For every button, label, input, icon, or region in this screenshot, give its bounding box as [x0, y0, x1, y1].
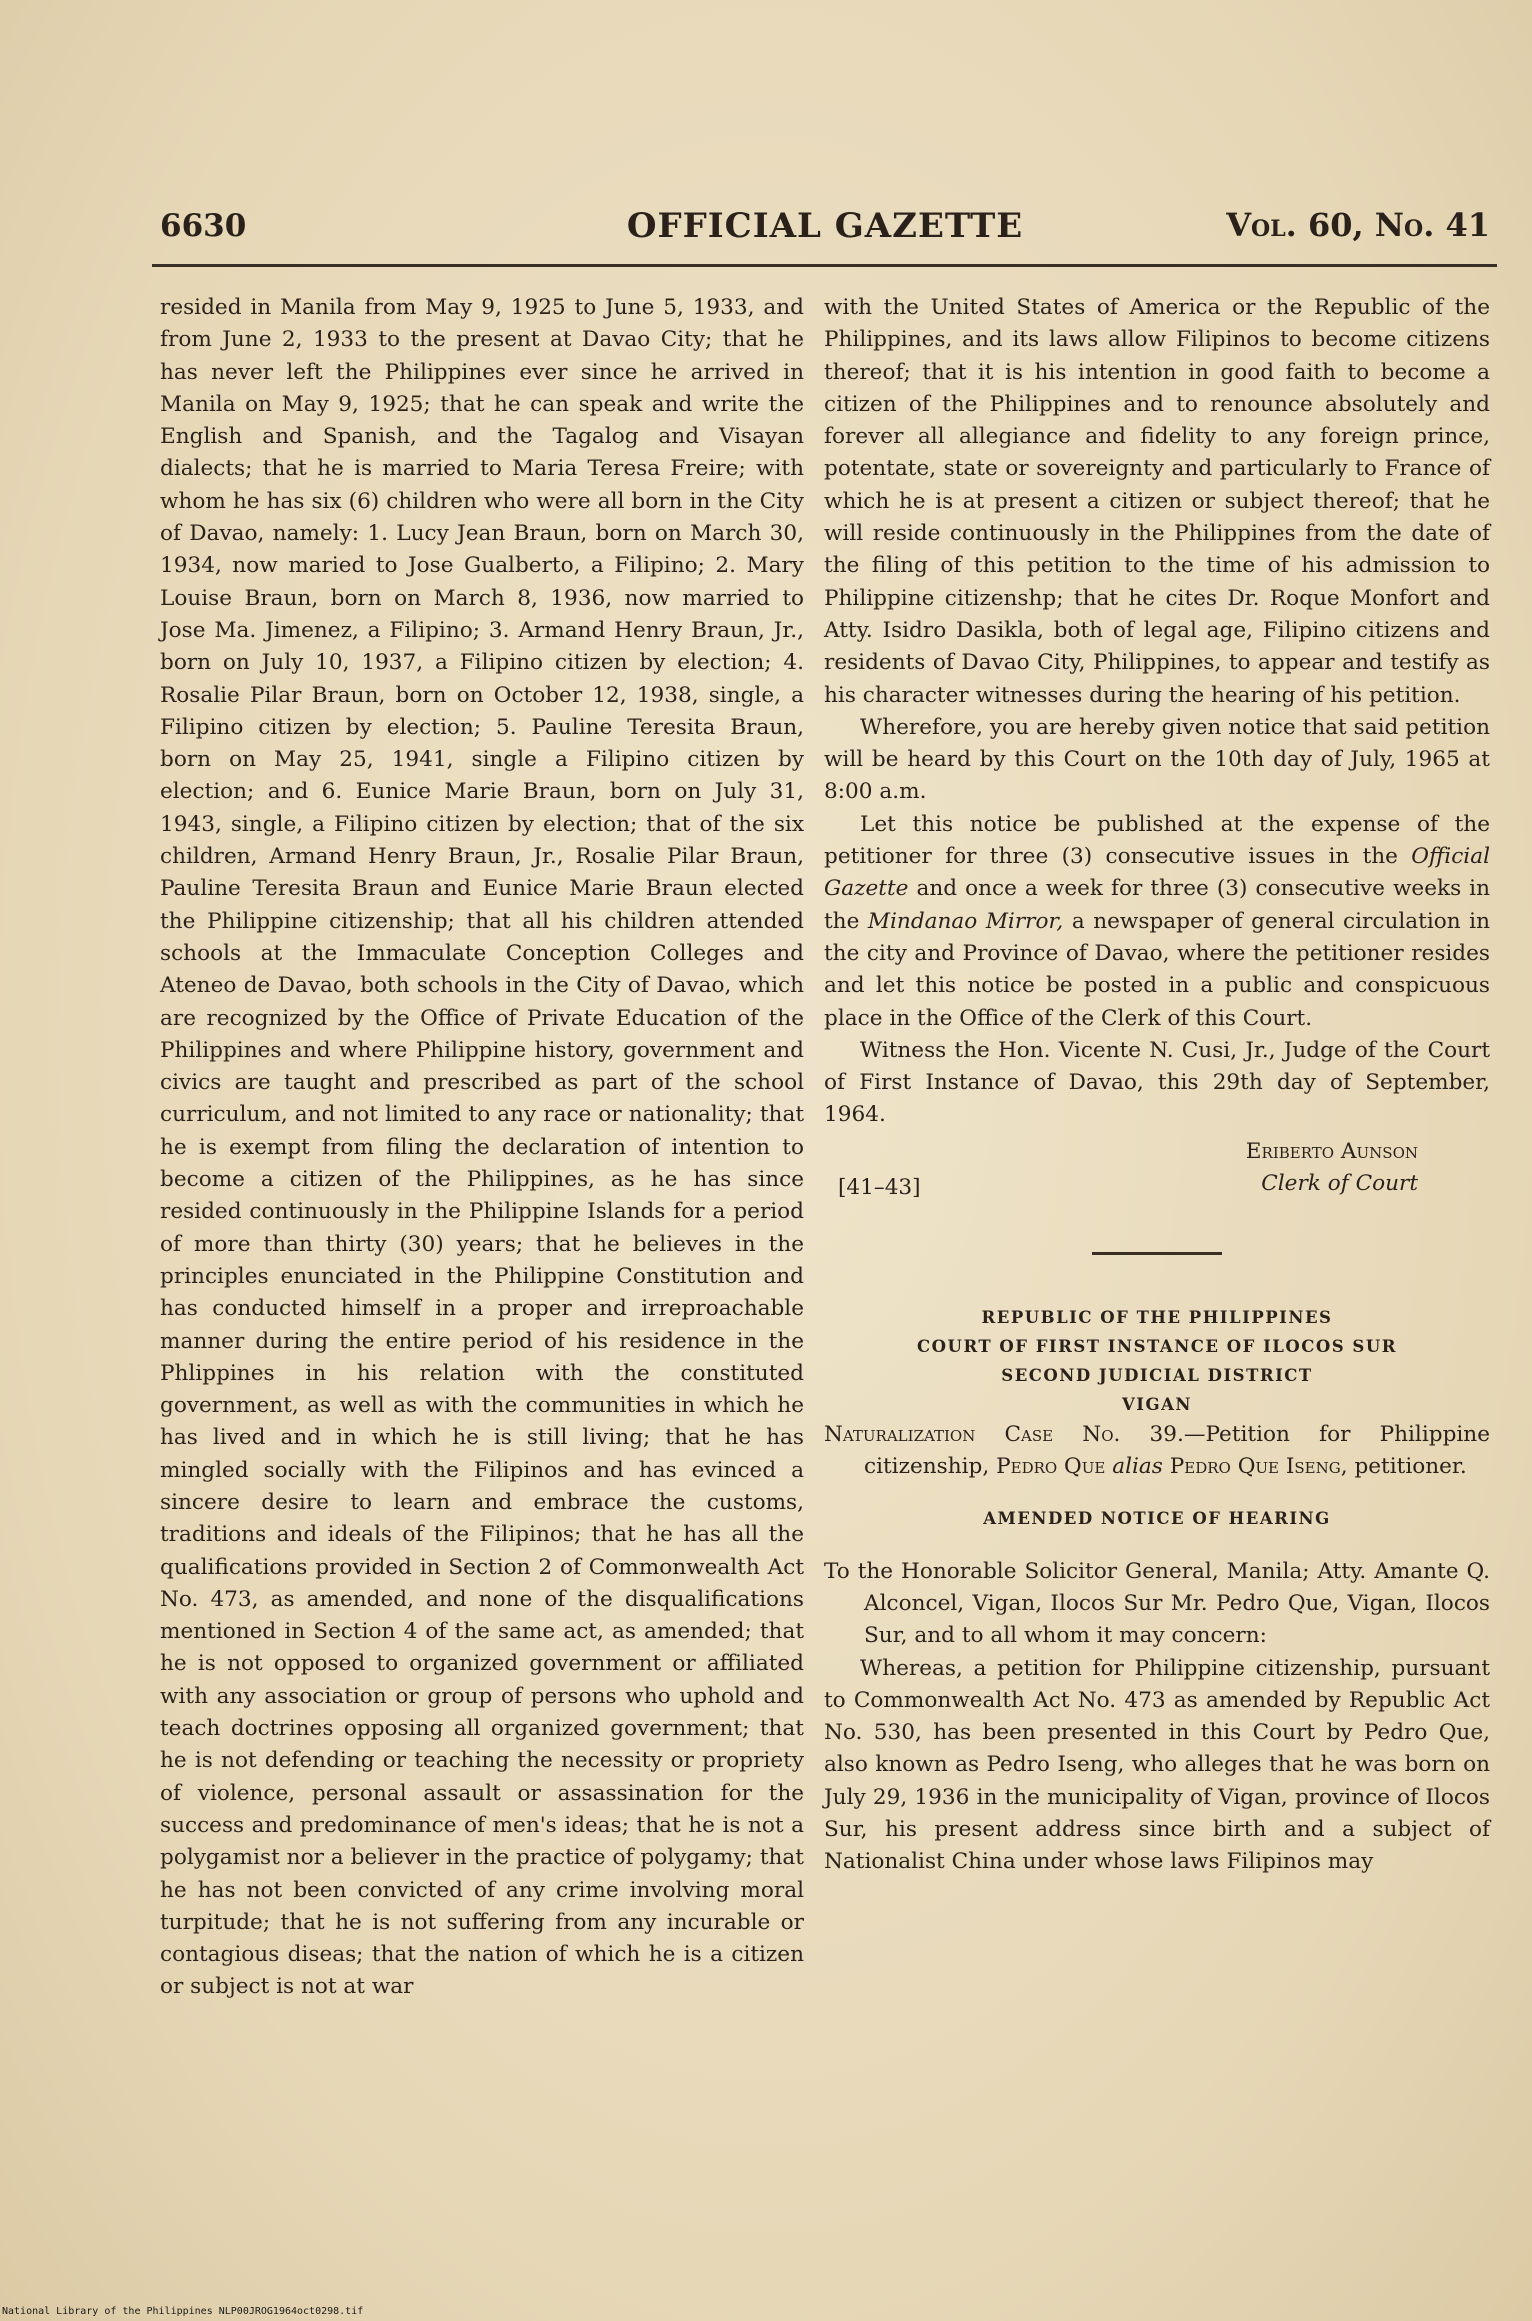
signer-name: Eriberto Aunson: [1245, 1138, 1418, 1164]
footer-note: National Library of the Philippines NLP00JROG1964oct0298.tif: [2, 2306, 364, 2317]
petition-continuation-end: with the United States of America or the Republic of the Philippines, and its laws allow Filipinos to become citizens thereof; that it is his intention in good faith to become a citizen of the Philippines and to renounce absolutely and forever all allegiance and fidelity to any foreign prince, potentate, state or sovereignty and particularly to France of which he is at present a citizen or subject thereof; that he will reside continuously in the Philippines from the date of the filing of this petition to the time of his admission to Philippine citizenshp; that he cites Dr. Roque Monfort and Atty. Isidro Dasikla, both of legal age, Filipino citizens and residents of Davao City, Philippines, to appear and testify as his character witnesses during the hearing of his petition.: [824, 295, 1490, 708]
alias-word: alias: [1105, 1454, 1170, 1480]
petition-continuation-text: resided in Manila from May 9, 1925 to June 5, 1933, and from June 2, 1933 to the present at Davao City; that he has never left the Philippines ever since he arrived in Manila on May 9, 1925; that he can speak and write the English and Spanish, and the Tagalog and Visayan dialects; that he is married to Maria Teresa Freire; with whom he has six (6) children who were all born in the City of Davao, namely: 1. Lucy Jean Braun, born on March 30, 1934, now maried to Jose Gualberto, a Filipino; 2. Mary Louise Braun, born on March 8, 1936, now married to Jose Ma. Jimenez, a Filipino; 3. Armand Henry Braun, Jr., born on July 10, 1937, a Filipino citizen by election; 4. Rosalie Pilar Braun, born on October 12, 1938, single, a Filipino citizen by election; 5. Pauline Teresita Braun, born on May 25, 1941, single a Filipino citizen by election; and 6. Eunice Marie Braun, born on July 31, 1943, single, a Filipino citizen by election; that of the six children, Armand Henry Braun, Jr., Rosalie Pilar Braun, Pauline Teresita Braun and Eunice Marie Braun elected the Philippine citizenship; that all his children attended schools at the Immaculate Conception Colleges and Ateneo de Davao, both schools in the City of Davao, which are recognized by the Office of Private Education of the Philippines and where Philippine history, government and civics are taught and prescribed as part of the school curriculum, and not limited to any race or nationality; that he is exempt from filing the declaration of intention to become a citizen of the Philippines, as he has since resided continuously in the Philippine Islands for a period of more than thirty (30) years; that he believes in the principles enunciated in the Philippine Constitution and has conducted himself in a proper and irreproachable manner during the entire period of his residence in the Phlippines in his relation with the constituted government, as well as with the communities in which he has lived and in which he is still living; that he has mingled socially with the Filipinos and has evinced a sincere desire to learn and embrace the customs, traditions and ideals of the Filipinos; that he has all the qualifications provided in Section 2 of Commonwealth Act No. 473, as amended, and none of the disqualifications mentioned in Section 4 of the same act, as amended; that he is not opposed to organized government or affiliated with any association or group of persons who uphold and teach doctrines opposing all organized government; that he is not defending or teaching the necessity or propriety of violence, personal assault or assassination for the success and predominance of men's ideas; that he is not a polygamist nor a believer in the practice of polygamy; that he has not been convicted of any crime involving moral turpitude; that he is not suffering from any incurable or contagious diseas; that the nation of which he is a citizen or subject is not at war: [160, 295, 804, 2000]
official-gazette-name: Official Gazette: [824, 844, 1490, 902]
left-column: [160, 292, 804, 2004]
wherefore-paragraph: Wherefore, you are hereby given notice that said petition will be heard by this Court on the 10th day of July, 1965 at 8:00 a.m.: [824, 714, 1490, 805]
right-column: [824, 292, 1490, 1879]
case-title: [824, 1419, 1490, 1484]
notice-heading: AMENDED NOTICE OF HEARING: [983, 1509, 1331, 1529]
notice-reference: [41–43]: [838, 1174, 921, 1200]
mindanao-mirror-name: Mindanao Mirror,: [867, 908, 1064, 934]
petitioner-name: Pedro Que: [996, 1454, 1106, 1480]
court-line-court: COURT OF FIRST INSTANCE OF ILOCOS SUR: [917, 1336, 1397, 1356]
court-line-city: VIGAN: [1122, 1394, 1192, 1414]
page-number: 6630: [160, 208, 247, 244]
addressee-paragraph: To the Honorable Solicitor General, Manila; Atty. Amante Q. Alconcel, Vigan, Ilocos Sur Mr. Pedro Que, Vigan, Ilocos Sur, and to all whom it may concern:: [824, 1558, 1490, 1649]
petitioner-alias: Pedro Que Iseng,: [1169, 1454, 1348, 1480]
volume-info: Vol. 60, No. 41: [1226, 206, 1490, 244]
witness-paragraph: Witness the Hon. Vicente N. Cusi, Jr., Judge of the Court of First Instance of Davao, this 29th day of September, 1964.: [824, 1037, 1490, 1128]
case-text-2: petitioner.: [1347, 1454, 1467, 1480]
publication-text-2: and once a week for three (3) consecutive weeks in the: [824, 876, 1490, 934]
whereas-paragraph: Whereas, a petition for Philippine citizenship, pursuant to Commonwealth Act No. 473 as amended by Republic Act No. 530, has been presented in this Court by Pedro Que, also known as Pedro Iseng, who alleges that he was born on July 29, 1936 in the municipality of Vigan, province of Ilocos Sur, his present address since birth and a subject of Nationalist China under whose laws Filipinos may: [824, 1655, 1490, 1875]
court-line-district: SECOND JUDICIAL DISTRICT: [1001, 1365, 1313, 1385]
signature-block: [824, 1136, 1490, 1206]
signer-title: Clerk of Court: [1261, 1170, 1418, 1196]
section-divider: [1092, 1252, 1222, 1255]
case-text-1: —Petition for Philippine citizenship,: [864, 1421, 1490, 1480]
gazette-title: OFFICIAL GAZETTE: [626, 206, 1024, 246]
page-header: [160, 202, 1490, 262]
case-label: Naturalization Case No. 39.: [824, 1421, 1184, 1447]
header-rule: [152, 264, 1497, 267]
publication-paragraph: [824, 809, 1490, 1035]
publication-text-1: Let this notice be published at the expense of the petitioner for three (3) consecutive issues in the: [824, 811, 1490, 870]
publication-text-3: a newspaper of general circulation in the city and Province of Davao, where the petitioner resides and let this notice be posted in a public and conspicuous place in the Office of the Clerk of this Court.: [824, 908, 1490, 1031]
court-line-republic: REPUBLIC OF THE PHILIPPINES: [981, 1307, 1333, 1327]
